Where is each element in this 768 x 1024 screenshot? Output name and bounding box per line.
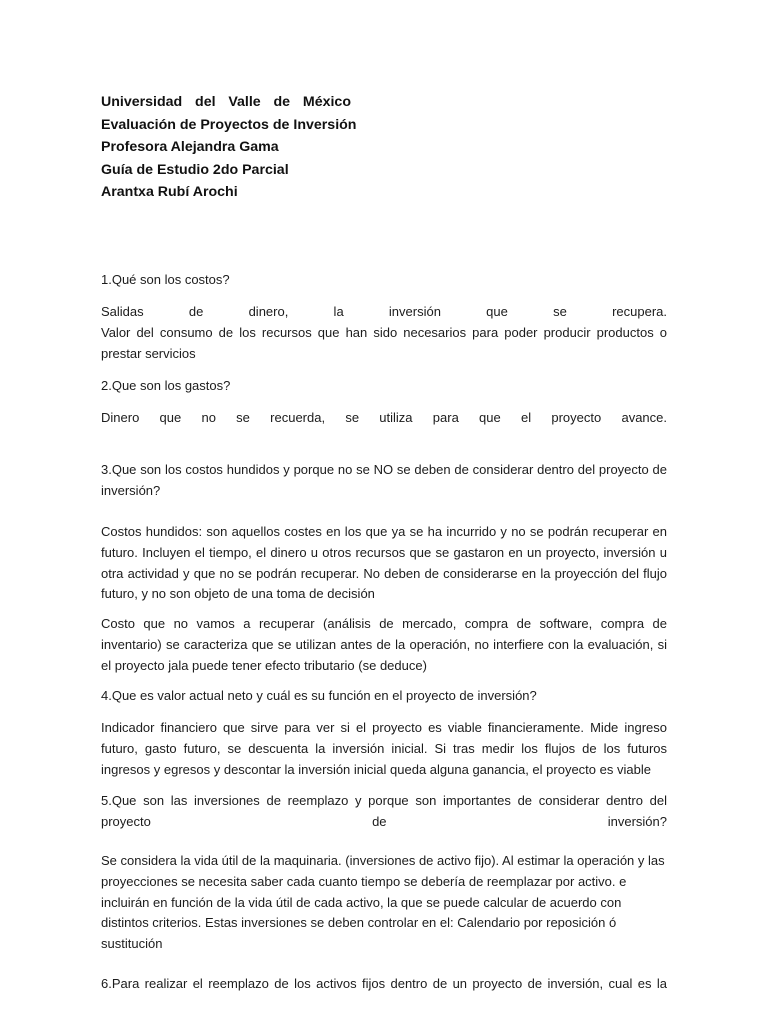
answer-1-line: prestar servicios (101, 345, 196, 361)
answer-3b-line: Costo que no vamos a recuperar (análisis de mercado, compra de software, compra de (101, 616, 667, 631)
answer-5 (101, 851, 667, 955)
question-5-line: proyecto de inversión? (101, 813, 667, 829)
answer-1 (101, 302, 667, 364)
document-header (101, 91, 356, 204)
answer-5-line: sustitución (101, 936, 163, 952)
question-3 (101, 460, 667, 502)
answer-4 (101, 718, 667, 780)
answer-5-line: Se considera la vida útil de la maquinaria. (inversiones de activo fijo). Al estimar la operación y las (101, 853, 665, 868)
answer-4-line: ingresos y egresos y descontar la inversión inicial queda alguna ganancia, el proyecto es viable (101, 761, 651, 777)
answer-3a-line: futuro. Incluyen el tiempo, el dinero u otros recursos que se gastaron en un proyecto, inversión u (101, 544, 667, 560)
course-name: Evaluación de Proyectos de Inversión (101, 116, 357, 133)
guide-title: Guía de Estudio 2do Parcial (101, 161, 289, 178)
answer-1-line: Valor del consumo de los recursos que han sido necesarios para poder producir productos o (101, 324, 667, 340)
question-4-text: 4.Que es valor actual neto y cuál es su función en el proyecto de inversión? (101, 688, 537, 703)
answer-3b (101, 614, 667, 676)
answer-3a-line: Costos hundidos: son aquellos costes en los que ya se ha incurrido y no se podrán recuperar en (101, 524, 667, 539)
question-3-line: inversión? (101, 482, 161, 498)
answer-3b-line: inventario) se caracteriza que se utilizan antes de la operación, no interfiere con la evaluación, si (101, 636, 667, 652)
answer-3a-line: otra actividad y que no se podrán recuperar. No deben de considerarse en la proyección del flujo (101, 565, 667, 581)
answer-5-line: proyecciones se necesita saber cada cuanto tiempo se debería de reemplazar por activo. e (101, 873, 627, 889)
answer-4-line: Indicador financiero que sirve para ver si el proyecto es viable financieramente. Mide ingreso (101, 720, 667, 735)
answer-2 (101, 408, 667, 429)
question-5-line: 5.Que son las inversiones de reemplazo y porque son importantes de considerar dentro del (101, 793, 667, 808)
answer-3a (101, 522, 667, 605)
question-4 (101, 686, 667, 707)
question-6 (101, 974, 667, 995)
question-2-text: 2.Que son los gastos? (101, 378, 231, 393)
answer-3b-line: el proyecto jala puede tener efecto tributario (se deduce) (101, 657, 427, 673)
question-1-text: 1.Qué son los costos? (101, 272, 230, 287)
answer-5-line: distintos criterios. Estas inversiones se deben controlar en el: Calendario por reposición ó (101, 915, 617, 931)
question-6-line: 6.Para realizar el reemplazo de los activos fijos dentro de un proyecto de inversión, cual es la (101, 976, 667, 991)
answer-3a-line: futuro, y no son objeto de una toma de decisión (101, 586, 375, 602)
answer-2-line: Dinero que no se recuerda, se utiliza para que el proyecto avance. (101, 410, 667, 425)
question-1 (101, 270, 667, 291)
answer-1-line: Salidas de dinero, la inversión que se recupera. (101, 304, 667, 319)
question-5 (101, 791, 667, 833)
answer-4-line: futuro, gasto futuro, se descuenta la inversión inicial. Si tras medir los flujos de los futuros (101, 740, 667, 756)
teacher-name: Profesora Alejandra Gama (101, 139, 279, 155)
question-2 (101, 376, 667, 397)
university-name: Universidad del Valle de México (101, 94, 351, 110)
student-name: Arantxa Rubí Arochi (101, 184, 238, 200)
answer-5-line: incluirán en función de la vida útil de cada activo, la que se puede calcular de acuerdo con (101, 894, 622, 910)
question-3-line: 3.Que son los costos hundidos y porque no se NO se deben de considerar dentro del proyecto de (101, 462, 667, 477)
